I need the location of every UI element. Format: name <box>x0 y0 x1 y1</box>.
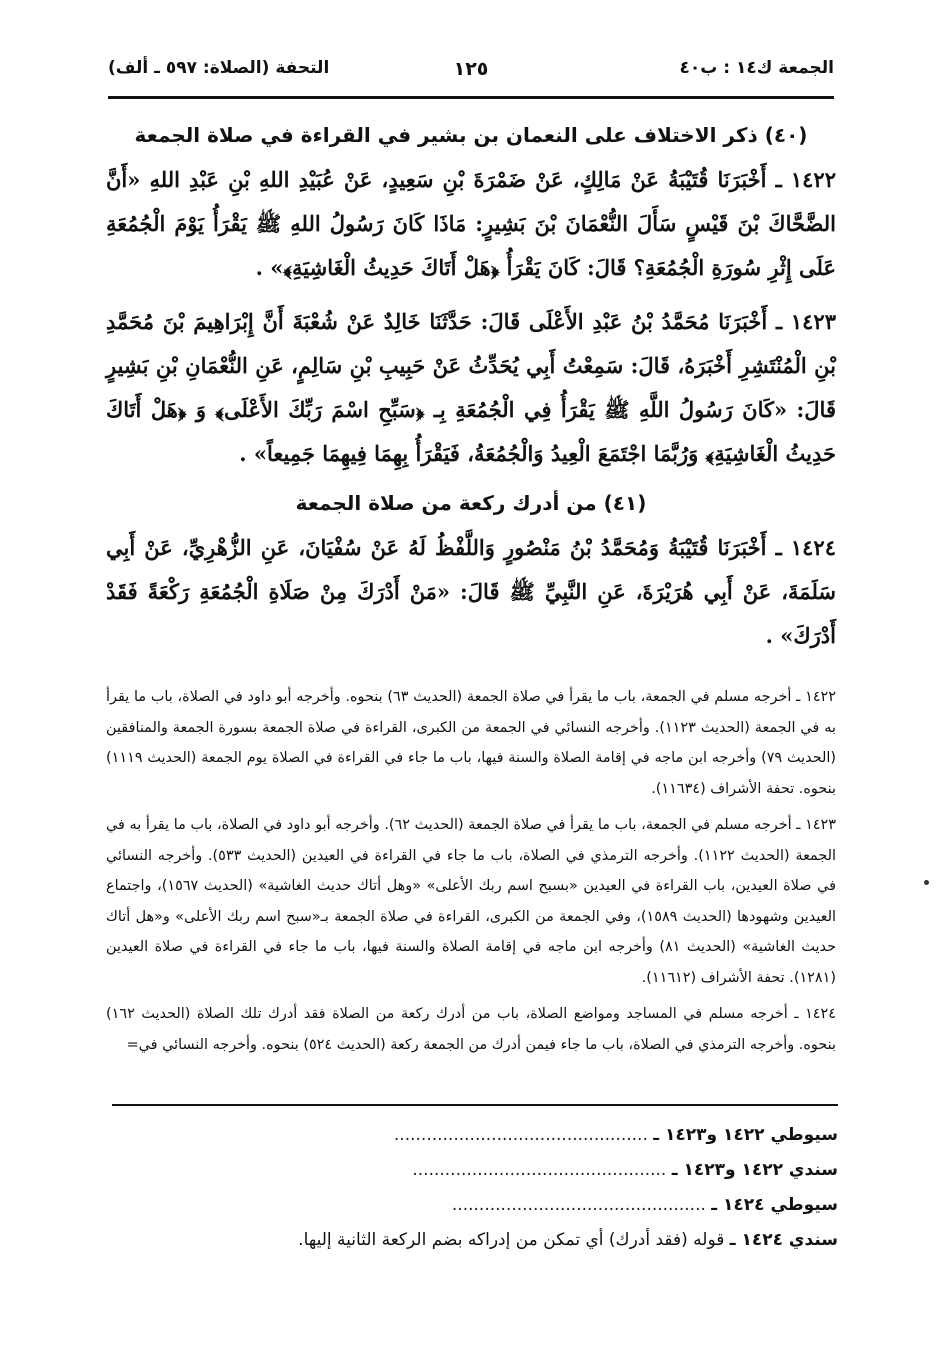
commentary-divider <box>112 1104 838 1106</box>
ref-label: سيوطي ١٤٢٤ ـ <box>711 1195 838 1215</box>
main-text <box>106 118 836 668</box>
page-header <box>108 50 834 94</box>
chapter-heading-40: (٤٠) ذكر الاختلاف على النعمان بن بشير في القراءة في صلاة الجمعة <box>134 123 808 147</box>
hadith-1424: ١٤٢٤ ـ أَخْبَرَنَا قُتَيْبَةُ وَمُحَمَّدُ بْنُ مَنْصُورٍ وَاللَّفْظُ لَهُ عَنْ سُفْيَانَ، عَنِ الزُّهْرِيِّ، عَنْ أَبِي سَلَمَةَ، عَنْ أَبِي هُرَيْرَةَ، عَنِ النَّبِيِّ ﷺ قَالَ: «مَنْ أَدْرَكَ مِنْ صَلَاةِ الْجُمُعَةِ رَكْعَةً فَقَدْ أَدْرَكَ» . <box>106 535 836 648</box>
sindi-ref-1424 <box>112 1223 838 1258</box>
margin-dot <box>924 880 929 885</box>
footnote-1424: ١٤٢٤ ـ أخرجه مسلم في المساجد ومواضع الصلاة، باب من أدرك ركعة من الصلاة فقد أدرك تلك الصلاة (الحديث ١٦٢) بنحوه. وأخرجه الترمذي في الصلاة، باب ما جاء فيمن أدرك من الجمعة ركعة (الحديث ٥٢٤) بنحوه. وأخرجه النسائي في= <box>106 1006 836 1053</box>
hadith-1423: ١٤٢٣ ـ أَخْبَرَنَا مُحَمَّدُ بْنُ عَبْدِ الأَعْلَى قَالَ: حَدَّثَنَا خَالِدٌ عَنْ شُعْبَةَ أَنَّ إِبْرَاهِيمَ بْنَ مُحَمَّدِ بْنِ الْمُنْتَشِرِ أَخْبَرَهُ، قَالَ: سَمِعْتُ أَبِي يُحَدِّثُ عَنْ حَبِيبِ بْنِ سَالِمٍ، عَنِ النُّعْمَانِ بْنِ بَشِيرٍ قَالَ: «كَانَ رَسُولُ اللَّهِ ﷺ يَقْرَأُ فِي الْجُمُعَةِ بِـ ﴿سَبِّحِ اسْمَ رَبِّكَ الأَعْلَى﴾ وَ ﴿هَلْ أَتَاكَ حَدِيثُ الْغَاشِيَةِ﴾ وَرُبَّمَا اجْتَمَعَ الْعِيدُ وَالْجُمُعَةُ، فَيَقْرَأُ بِهِمَا فِيهِمَا جَمِيعاً» . <box>106 309 836 466</box>
commentary-refs <box>112 1118 838 1258</box>
chapter-heading-41: (٤١) من أدرك ركعة من صلاة الجمعة <box>295 491 647 515</box>
ref-commentary-text: قوله (فقد أدرك) أي تمكن من إدراكه بضم الركعة الثانية إليها. <box>298 1230 725 1250</box>
header-chapter-ref: الجمعة ك١٤ : ب٤٠ <box>679 58 834 78</box>
header-divider <box>108 96 834 99</box>
suyuti-ref-1424 <box>112 1188 838 1223</box>
sindi-ref-1422-1423 <box>112 1153 838 1188</box>
ref-label: سيوطي ١٤٢٢ و١٤٢٣ ـ <box>653 1125 838 1145</box>
ref-label: سندي ١٤٢٤ ـ <box>729 1230 838 1250</box>
suyuti-ref-1422-1423 <box>112 1118 838 1153</box>
footnotes <box>106 682 836 1066</box>
ref-dots: ............................................... <box>412 1160 667 1180</box>
page-number: ١٢٥ <box>453 58 489 80</box>
ref-dots: ............................................... <box>393 1125 648 1145</box>
ref-dots: ............................................... <box>451 1195 706 1215</box>
header-tuhfa-ref: التحفة (الصلاة: ٥٩٧ ـ ألف) <box>108 58 330 78</box>
footnote-1422: ١٤٢٢ ـ أخرجه مسلم في الجمعة، باب ما يقرأ في صلاة الجمعة (الحديث ٦٣) بنحوه. وأخرجه أبو داود في الصلاة، باب ما يقرأ به في الجمعة (الحديث ١١٢٣). وأخرجه النسائي في الجمعة من الكبرى، القراءة في صلاة الجمعة بسورة الجمعة والمنافقين (الحديث ٧٩) وأخرجه ابن ماجه في إقامة الصلاة والسنة فيها، باب ما جاء في القراءة في الصلاة يوم الجمعة (الحديث ١١١٩) بنحوه. تحفة الأشراف (١١٦٣٤). <box>106 689 837 797</box>
hadith-1422: ١٤٢٢ ـ أَخْبَرَنَا قُتَيْبَةُ عَنْ مَالِكٍ، عَنْ ضَمْرَةَ بْنِ سَعِيدٍ، عَنْ عُبَيْدِ اللهِ بْنِ عَبْدِ اللهِ «أَنَّ الضَّحَّاكَ بْنَ قَيْسٍ سَأَلَ النُّعْمَانَ بْنَ بَشِيرٍ: مَاذَا كَانَ رَسُولُ اللهِ ﷺ يَقْرَأُ يَوْمَ الْجُمُعَةِ عَلَى إِثْرِ سُورَةِ الْجُمُعَةِ؟ قَالَ: كَانَ يَقْرَأُ ﴿هَلْ أَتَاكَ حَدِيثُ الْغَاشِيَةِ﴾» . <box>106 167 836 280</box>
ref-label: سندي ١٤٢٢ و١٤٢٣ ـ <box>671 1160 838 1180</box>
footnote-1423: ١٤٢٣ ـ أخرجه مسلم في الجمعة، باب ما يقرأ في صلاة الجمعة (الحديث ٦٢). وأخرجه أبو داود في الصلاة، باب ما يقرأ به في الجمعة (الحديث ١١٢٢). وأخرجه الترمذي في الصلاة، باب ما جاء في القراءة في العيدين (الحديث ٥٣٣). وأخرجه النسائي في صلاة العيدين، باب القراءة في العيدين «بسبح اسم ربك الأعلى» «وهل أتاك حديث الغاشية» (الحديث ١٥٦٧)، واجتماع العيدين وشهودها (الحديث ١٥٨٩)، وفي الجمعة من الكبرى، القراءة في صلاة الجمعة بـ«سبح اسم ربك الأعلى» و«هل أتاك حديث الغاشية» (الحديث ٨١) وأخرجه ابن ماجه في إقامة الصلاة والسنة فيها، باب ما جاء في القراءة في صلاة العيدين (١٢٨١). تحفة الأشراف (١١٦١٢). <box>106 817 837 986</box>
